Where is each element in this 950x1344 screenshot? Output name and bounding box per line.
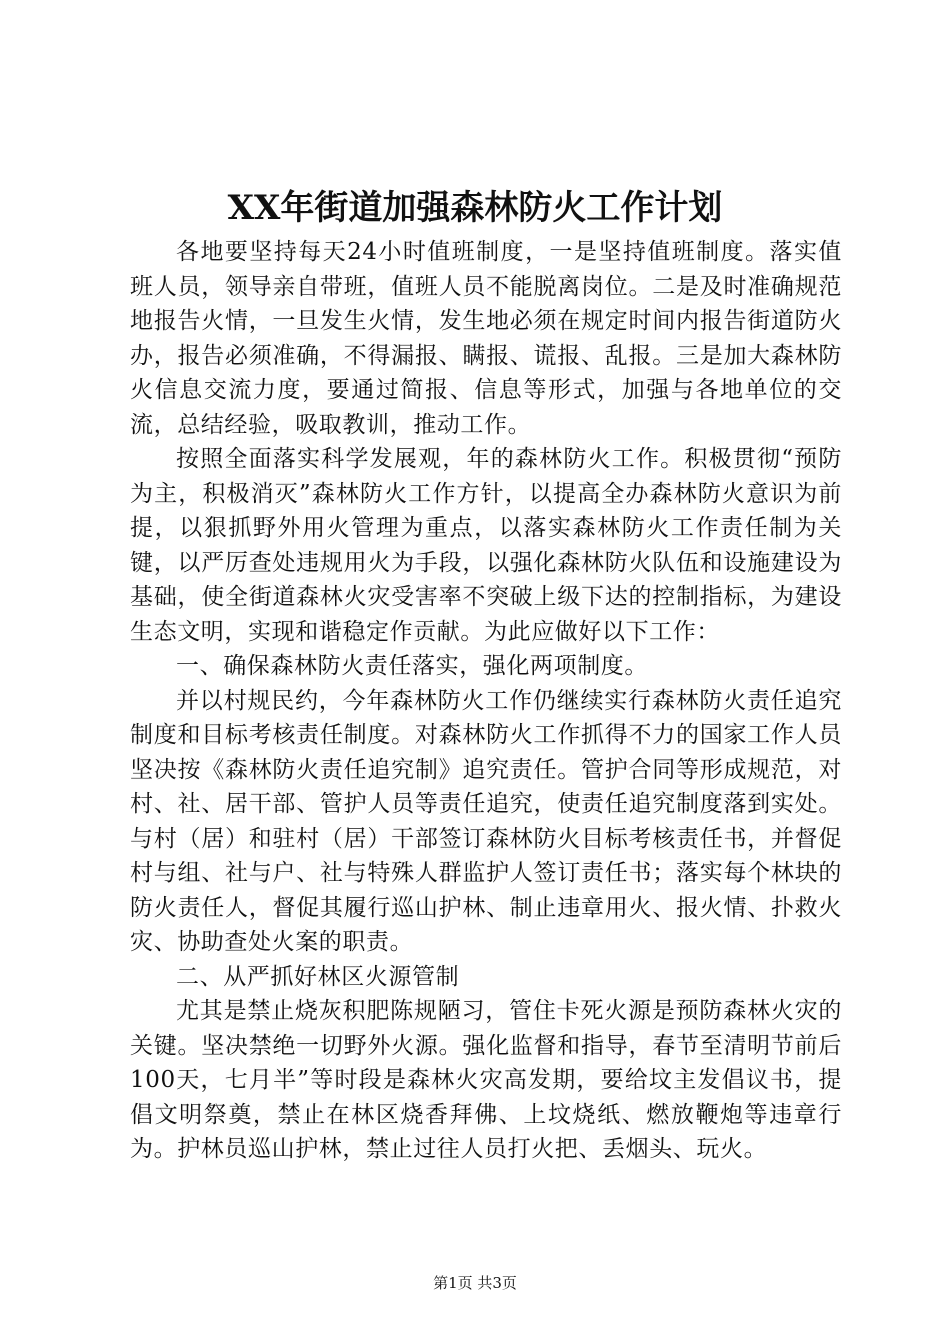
paragraph: 尤其是禁止烧灰积肥陈规陋习，管住卡死火源是预防森林火灾的关键。坚决禁绝一切野外火源。强化监督和指导，春节至清明节前后100天，七月半”等时段是森林火灾高发期，要给坟主发倡议书，提倡文明祭奠，禁止在林区烧香拜佛、上坟烧纸、燃放鞭炮等违章行为。护林员巡山护林，禁止过往人员打火把、丢烟头、玩火。: [130, 998, 842, 1162]
document-title: XX年街道加强森林防火工作计划: [227, 188, 723, 228]
paragraph: 按照全面落实科学发展观，年的森林防火工作。积极贯彻“预防为主，积极消灭”森林防火工作方针，以提高全办森林防火意识为前提，以狠抓野外用火管理为重点，以落实森林防火工作责任制为关键，以严厉查处违规用火为手段，以强化森林防火队伍和设施建设为基础，使全街道森林火灾受害率不突破上级下达的控制指标，为建设生态文明，实现和谐稳定作贡献。为此应做好以下工作：: [130, 446, 842, 645]
section-heading: 二、从严抓好林区火源管制: [176, 963, 460, 990]
section-heading: 一、确保森林防火责任落实，强化两项制度。: [176, 653, 648, 679]
page-footer: 第1页 共3页: [433, 1274, 517, 1292]
paragraph: 并以村规民约，今年森林防火工作仍继续实行森林防火责任追究制度和目标考核责任制度。对森林防火工作抓得不力的国家工作人员坚决按《森林防火责任追究制》追究责任。管护合同等形成规范，对村、社、居干部、管护人员等责任追究，使责任追究制度落到实处。与村（居）和驻村（居）干部签订森林防火目标考核责任书，并督促村与组、社与户、社与特殊人群监护人签订责任书；落实每个林块的防火责任人，督促其履行巡山护林、制止违章用火、报火情、扑救火灾、协助查处火案的职责。: [130, 687, 842, 955]
paragraph: 各地要坚持每天24小时值班制度，一是坚持值班制度。落实值班人员，领导亲自带班，值班人员不能脱离岗位。二是及时准确规范地报告火情，一旦发生火情，发生地必须在规定时间内报告街道防火办，报告必须准确，不得漏报、瞒报、谎报、乱报。三是加大森林防火信息交流力度，要通过简报、信息等形式，加强与各地单位的交流，总结经验，吸取教训，推动工作。: [130, 239, 842, 438]
document-body: [130, 235, 842, 1167]
